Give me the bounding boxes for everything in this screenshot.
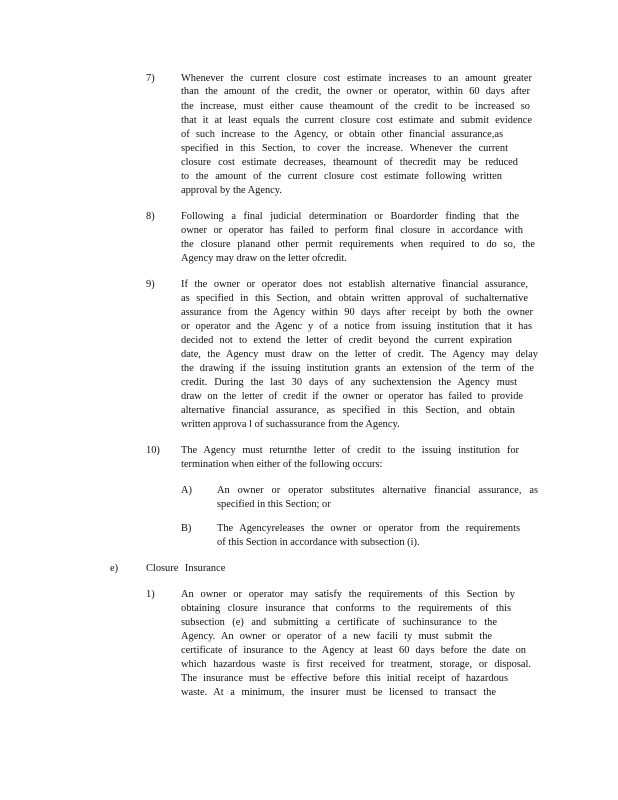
item-number: e) [110,563,119,574]
text-line: credit. During the last 30 days of any suchextension the Agency must [181,377,517,388]
text-line: An owner or operator substitutes alternative financial assurance, as [217,485,538,496]
item-number: 8) [146,211,155,222]
text-line: Agency. An owner or operator of a new facili ty must submit the [181,631,492,642]
text-line: termination when either of the following occurs: [181,459,383,470]
text-line: certificate of insurance to the Agency at least 60 days before the date on [181,645,526,656]
text-line: date, the Agency must draw on the letter of credit. The Agency may delay [181,349,538,360]
text-line: If the owner or operator does not establish alternative financial assurance, [181,279,528,290]
text-line: The Agencyreleases the owner or operator from the requirements [217,523,520,534]
text-line: Whenever the current closure cost estimate increases to an amount greater [181,73,532,84]
item-number: 1) [146,589,155,600]
text-line: obtaining closure insurance that conforms to the requirements of this [181,603,511,614]
text-line: Following a final judicial determination or Boardorder finding that the [181,211,519,222]
text-line: The insurance must be effective before this initial receipt of hazardous [181,673,508,684]
text-line: the closure planand other permit requirements when required to do so, the [181,239,535,250]
text-line: which hazardous waste is first received for treatment, storage, or disposal. [181,659,531,670]
text-line: Agency may draw on the letter ofcredit. [181,253,347,264]
text-line: of such increase to the Agency, or obtain other financial assurance,as [181,129,503,140]
text-line: to the amount of the current closure cost estimate following written [181,171,502,182]
text-line: closure cost estimate decreases, theamount of thecredit may be reduced [181,157,518,168]
text-line: approval by the Agency. [181,185,282,196]
text-line: written approva l of suchassurance from the Agency. [181,419,400,430]
text-line: or operator and the Agenc y of a notice from issuing institution that it has [181,321,532,332]
text-line: than the amount of the credit, the owner or operator, within 60 days after [181,86,530,97]
text-line: the increase, must either cause theamount of the credit to be increased so [181,101,530,112]
text-line: An owner or operator may satisfy the requirements of this Section by [181,589,515,600]
text-line: The Agency must returnthe letter of credit to the issuing institution for [181,445,519,456]
text-line: decided not to extend the letter of credit beyond the current expiration [181,335,512,346]
text-line: that it at least equals the current closure cost estimate and submit evidence [181,115,532,126]
text-line: specified in this Section, to cover the increase. Whenever the current [181,143,508,154]
text-line: alternative financial assurance, as specified in this Section, and obtain [181,405,515,416]
item-number: A) [181,485,192,496]
item-number: 10) [146,445,160,456]
text-line: of this Section in accordance with subsection (i). [217,537,420,548]
section-title: Closure Insurance [146,563,226,574]
text-line: specified in this Section; or [217,499,331,510]
text-line: the drawing if the issuing institution grants an extension of the term of the [181,363,534,374]
text-line: draw on the letter of credit if the owner or operator has failed to provide [181,391,523,402]
text-line: owner or operator has failed to perform final closure in accordance with [181,225,523,236]
text-line: waste. At a minimum, the insurer must be licensed to transact the [181,687,496,698]
item-number: B) [181,523,192,534]
item-number: 7) [146,73,155,84]
text-line: assurance from the Agency within 90 days after receipt by both the owner [181,307,533,318]
text-line: as specified in this Section, and obtain written approval of suchalternative [181,293,528,304]
item-number: 9) [146,279,155,290]
text-line: subsection (e) and submitting a certificate of suchinsurance to the [181,617,497,628]
